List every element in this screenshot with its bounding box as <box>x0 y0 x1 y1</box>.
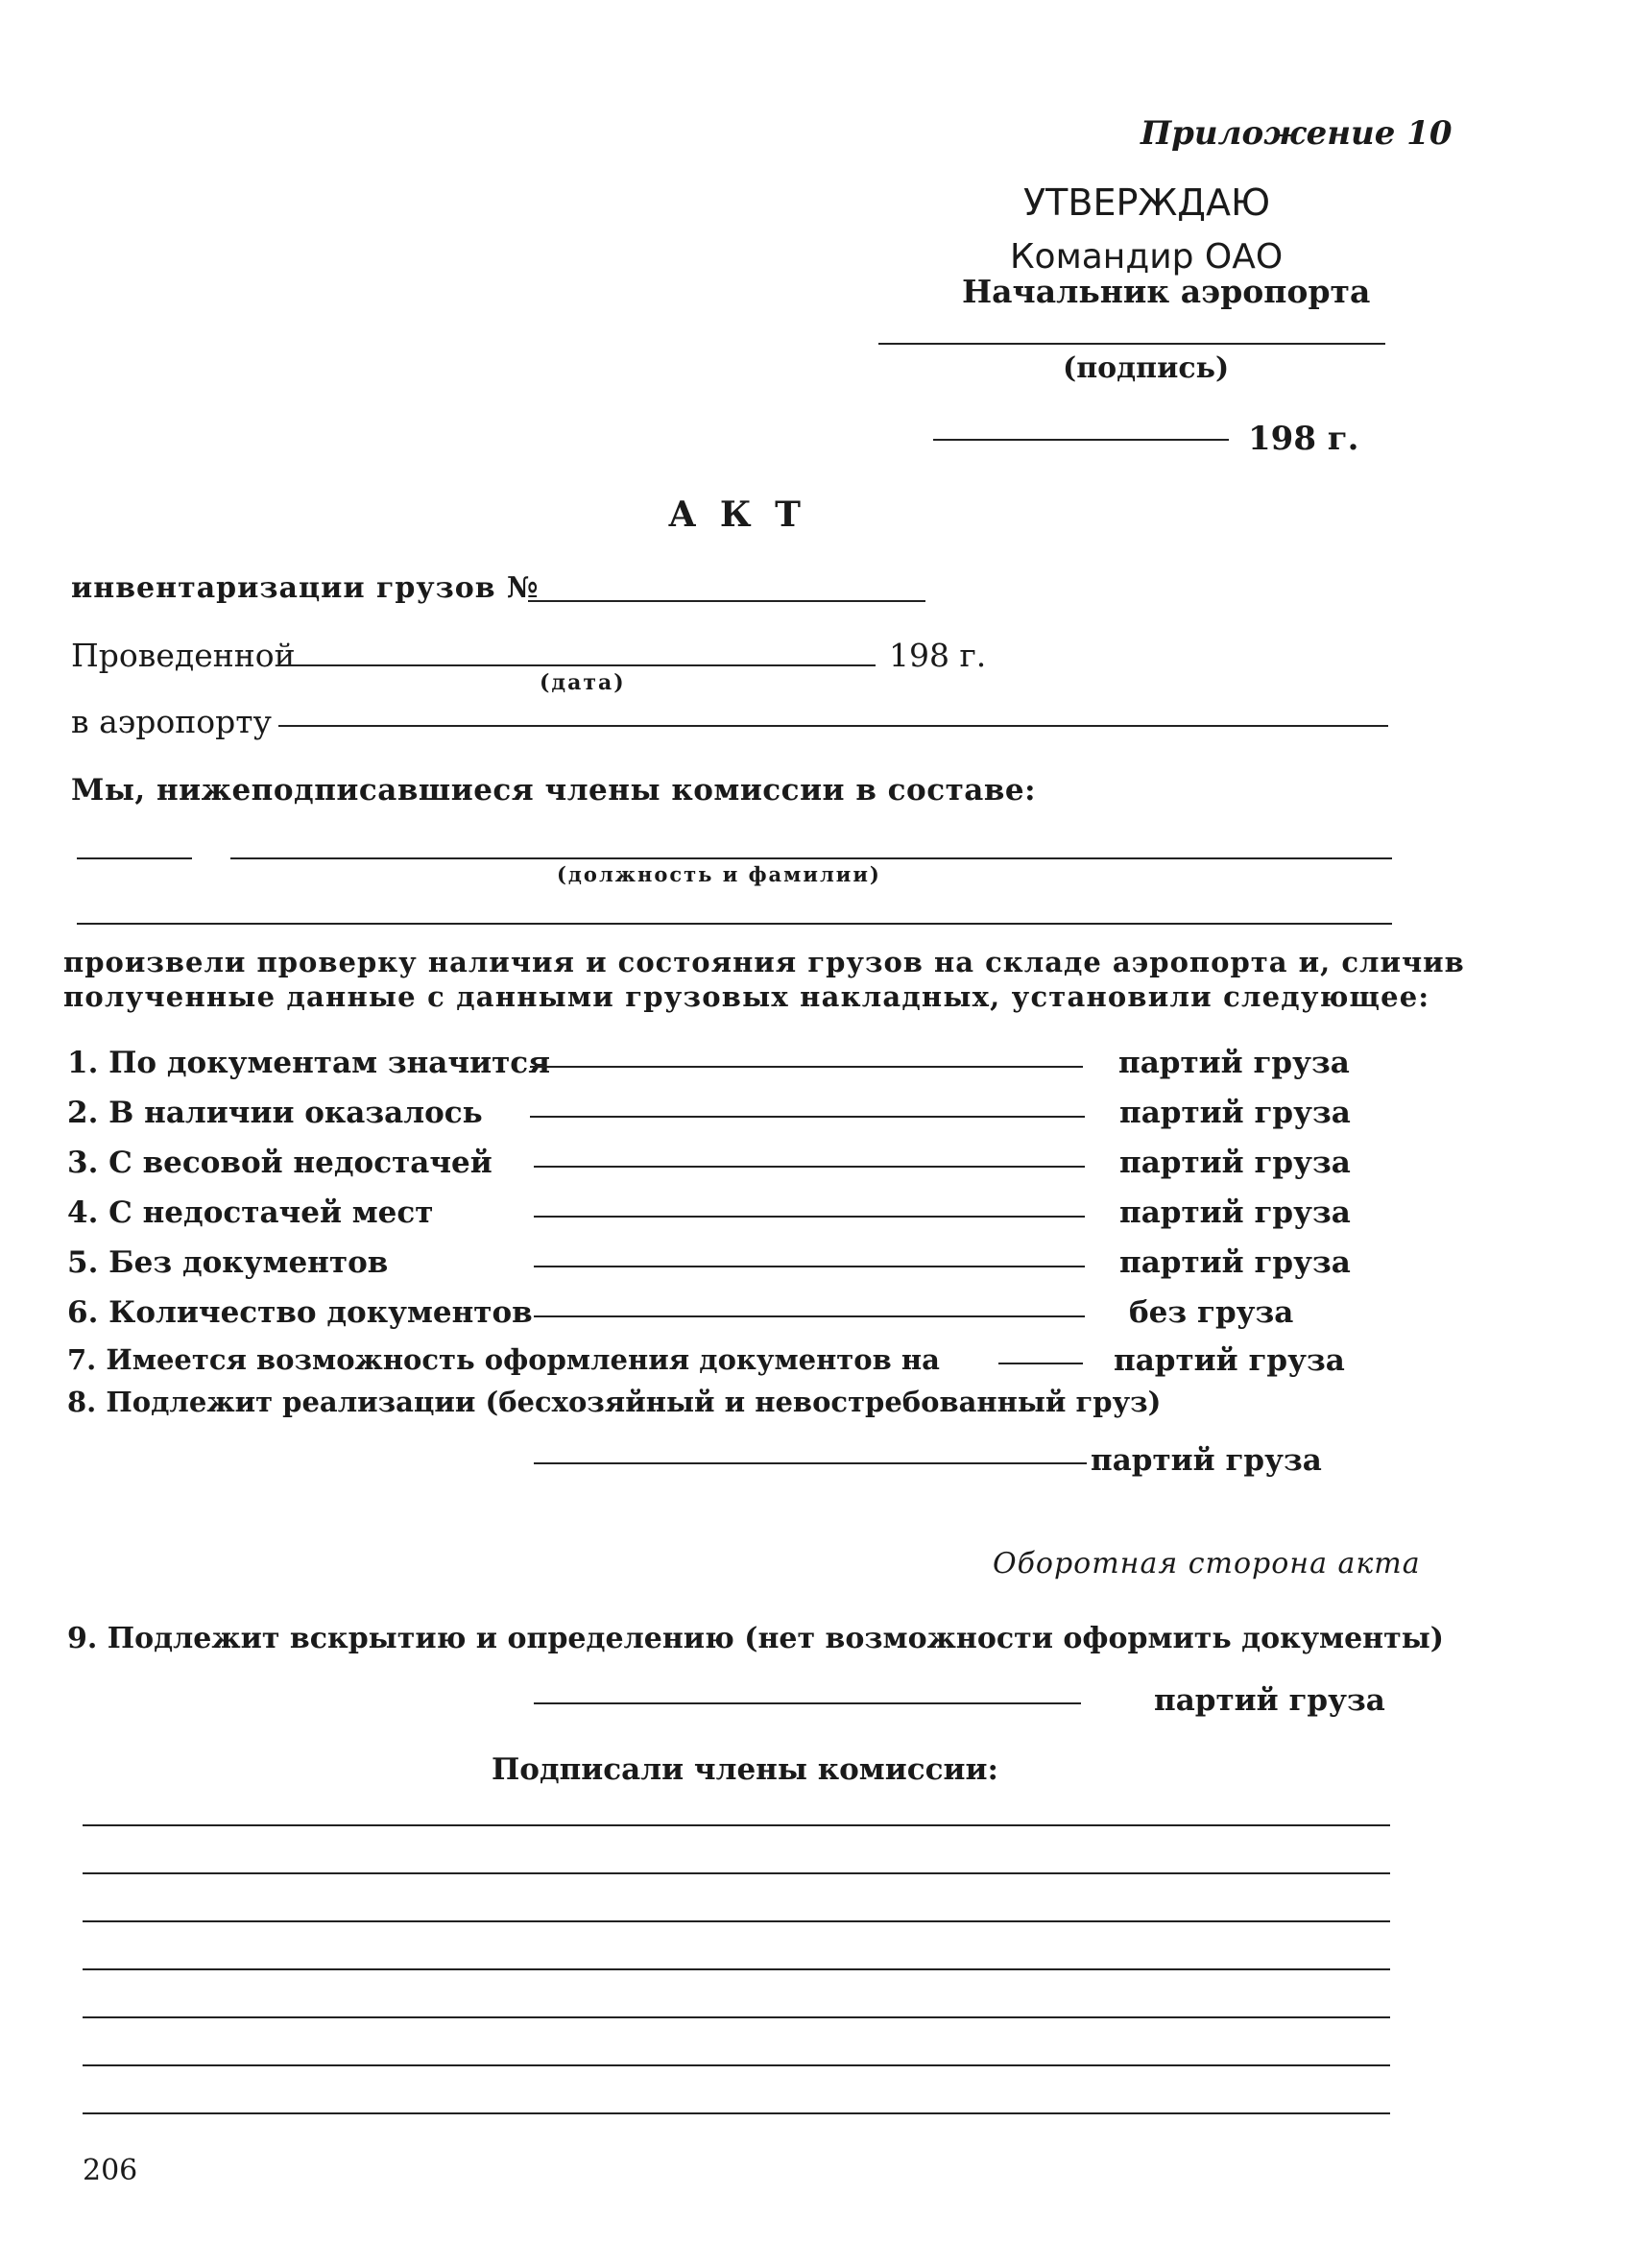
item-6-label: 6. Количество документов <box>67 1295 533 1330</box>
item-5-line[interactable] <box>534 1266 1085 1267</box>
member-line[interactable] <box>77 923 1392 925</box>
reverse-side-label: Оборотная сторона акта <box>993 1547 1421 1580</box>
item-9-label: 9. Подлежит вскрытию и определению (нет возможности оформить документы) <box>67 1622 1444 1655</box>
members-caption: (должность и фамилии) <box>557 862 881 886</box>
signature-row-line[interactable] <box>83 1872 1390 1874</box>
signature-row-line[interactable] <box>83 1824 1390 1826</box>
item-2-line[interactable] <box>530 1116 1085 1118</box>
inventory-number-label: инвентаризации грузов № <box>71 571 540 605</box>
signature-row-line[interactable] <box>83 1920 1390 1922</box>
signed-label: Подписали члены комиссии: <box>492 1752 998 1787</box>
approve-heading: УТВЕРЖДАЮ <box>1023 181 1271 224</box>
item-3-label: 3. С весовой недостачей <box>67 1146 492 1180</box>
statement-line-1: произвели проверку наличия и состояния грузов на складе аэропорта и, сличив <box>63 946 1465 978</box>
date-caption: (дата) <box>540 670 626 695</box>
conducted-date-line[interactable] <box>278 664 876 666</box>
approval-date-line[interactable] <box>933 439 1229 441</box>
item-7-label: 7. Имеется возможность оформления документов на <box>67 1343 940 1376</box>
document-title: А К Т <box>668 495 806 535</box>
approver-position-airport-head: Начальник аэропорта <box>962 273 1371 310</box>
item-4-label: 4. С недостачей мест <box>67 1195 434 1230</box>
signature-row-line[interactable] <box>83 2064 1390 2066</box>
item-6-unit: без груза <box>1129 1295 1294 1330</box>
item-4-line[interactable] <box>534 1216 1085 1218</box>
signature-row-line[interactable] <box>83 2112 1390 2114</box>
item-4-unit: партий груза <box>1119 1195 1351 1230</box>
item-1-line[interactable] <box>530 1066 1083 1068</box>
signature-line[interactable] <box>878 343 1385 345</box>
airport-label: в аэропорту <box>71 703 272 740</box>
item-3-line[interactable] <box>534 1166 1085 1168</box>
member-line[interactable] <box>77 857 192 859</box>
item-9-line[interactable] <box>534 1702 1081 1704</box>
conducted-label: Проведенной <box>71 637 296 674</box>
signature-row-line[interactable] <box>83 1968 1390 1970</box>
item-5-unit: партий груза <box>1119 1245 1351 1280</box>
signature-row-line[interactable] <box>83 2016 1390 2018</box>
item-7-unit: партий груза <box>1114 1343 1345 1378</box>
item-3-unit: партий груза <box>1119 1146 1351 1180</box>
item-8-line[interactable] <box>534 1462 1087 1464</box>
inventory-number-line[interactable] <box>528 600 925 602</box>
item-8-label: 8. Подлежит реализации (бесхозяйный и невостребованный груз) <box>67 1386 1162 1418</box>
item-1-label: 1. По документам значится <box>67 1046 551 1080</box>
statement-line-2: полученные данные с данными грузовых накладных, установили следующее: <box>63 980 1430 1013</box>
page-number: 206 <box>83 2154 138 2187</box>
intro-text: Мы, нижеподписавшиеся члены комиссии в составе: <box>71 773 1037 808</box>
item-2-label: 2. В наличии оказалось <box>67 1096 483 1130</box>
airport-line[interactable] <box>278 725 1388 727</box>
conducted-year: 198 г. <box>889 637 987 674</box>
signature-caption: (подпись) <box>1063 351 1230 385</box>
item-8-unit: партий груза <box>1091 1443 1322 1478</box>
item-7-line[interactable] <box>998 1363 1083 1364</box>
item-6-line[interactable] <box>534 1315 1085 1317</box>
item-9-unit: партий груза <box>1154 1683 1385 1718</box>
member-line[interactable] <box>230 857 1392 859</box>
item-2-unit: партий груза <box>1119 1096 1351 1130</box>
item-5-label: 5. Без документов <box>67 1245 389 1280</box>
appendix-label: Приложение 10 <box>1141 114 1453 153</box>
approver-position-commander: Командир ОАО <box>1010 237 1284 277</box>
item-1-unit: партий груза <box>1118 1046 1350 1080</box>
approval-year: 198 г. <box>1248 420 1359 458</box>
